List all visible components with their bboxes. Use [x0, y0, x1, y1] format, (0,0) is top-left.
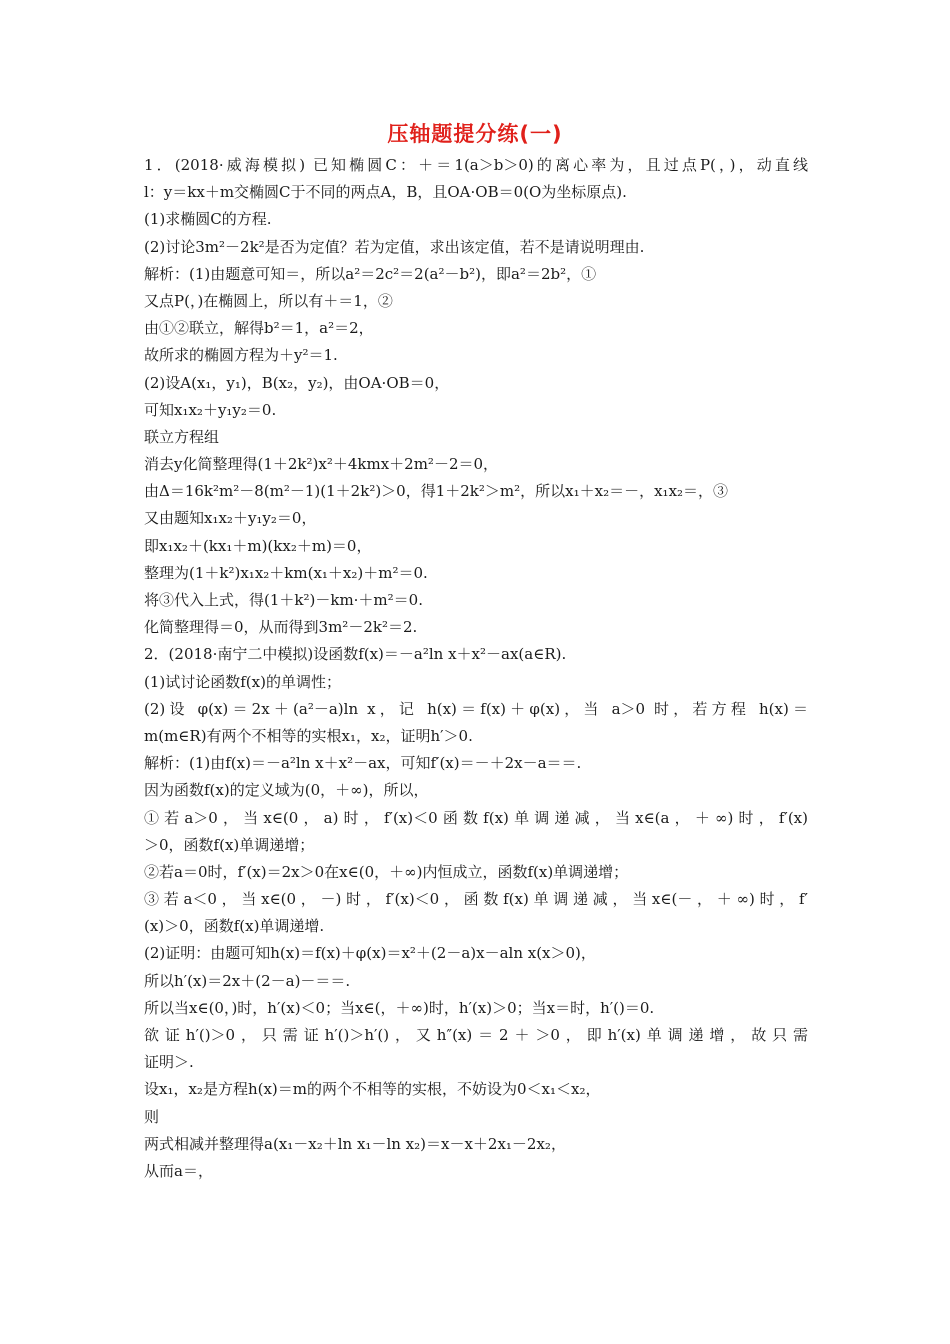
- text-line: ①若a＞0，当x∈(0，a)时，f′(x)＜0函数f(x)单调递减，当x∈(a，＋∞)时，f′(x): [144, 808, 808, 827]
- text-line: 证明＞.: [144, 1053, 194, 1072]
- text-line: m(m∈R)有两个不相等的实根x₁，x₂，证明h′＞0.: [144, 726, 473, 745]
- text-line: 由①②联立，解得b²＝1，a²＝2，: [144, 319, 374, 338]
- text-line: l：y＝kx＋m交椭圆C于不同的两点A，B，且OA·OB＝0(O为坐标原点).: [144, 183, 627, 202]
- text-line: 则: [144, 1107, 160, 1126]
- text-line: (x)＞0，函数f(x)单调递增.: [144, 917, 325, 936]
- text-line: ③若a＜0，当x∈(0，－)时，f′(x)＜0，函数f(x)单调递减，当x∈(－，＋∞)时，f′: [144, 890, 808, 909]
- text-line: (2)讨论3m²－2k²是否为定值？若为定值，求出该定值，若不是请说明理由.: [144, 237, 645, 256]
- text-line: 联立方程组: [144, 427, 220, 446]
- text-line: 所以当x∈(0，)时，h′(x)＜0；当x∈(，＋∞)时，h′(x)＞0；当x＝时，h′()＝0.: [144, 998, 655, 1017]
- text-line: 2．(2018·南宁二中模拟)设函数f(x)＝－a²ln x＋x²－ax(a∈R).: [144, 645, 567, 664]
- text-line: (2)证明：由题可知h(x)＝f(x)＋φ(x)＝x²＋(2－a)x－aln x(x＞0)，: [144, 944, 596, 963]
- text-line: 即x₁x₂＋(kx₁＋m)(kx₂＋m)＝0，: [144, 536, 372, 555]
- text-line: (1)试讨论函数f(x)的单调性；: [144, 672, 341, 691]
- text-line: 整理为(1＋k²)x₁x₂＋km(x₁＋x₂)＋m²＝0.: [144, 563, 428, 582]
- text-line: 将③代入上式，得(1＋k²)－km·＋m²＝0.: [144, 591, 423, 609]
- text-line: (2)设 φ(x)＝2x＋(a²－a)ln x，记 h(x)＝f(x)＋φ(x)，当 a＞0 时，若方程 h(x)＝: [144, 699, 808, 718]
- text-line: 欲证h′()＞0，只需证h′()＞h′()，又h″(x)＝2＋＞0，即h′(x)单调递增，故只需: [144, 1026, 808, 1044]
- text-line: 从而a＝，: [144, 1161, 213, 1180]
- text-line: 解析：(1)由题意可知＝，所以a²＝2c²＝2(a²－b²)，即a²＝2b²，①: [144, 264, 597, 283]
- text-line: 化简整理得＝0，从而得到3m²－2k²＝2.: [144, 618, 418, 637]
- text-line: 因为函数f(x)的定义域为(0，＋∞)，所以，: [144, 781, 429, 800]
- text-line: 1．(2018·威海模拟) 已知椭圆C：＋＝1(a＞b＞0)的离心率为，且过点P(，)，动直线: [144, 156, 808, 174]
- text-line: 设x₁，x₂是方程h(x)＝m的两个不相等的实根，不妨设为0＜x₁＜x₂，: [144, 1080, 601, 1099]
- text-line: 解析：(1)由f(x)＝－a²ln x＋x²－ax，可知f′(x)＝－＋2x－a＝＝.: [144, 754, 582, 773]
- document-body: [144, 152, 808, 1185]
- text-line: 两式相减并整理得a(x₁－x₂＋ln x₁－ln x₂)＝x－x＋2x₁－2x₂，: [144, 1134, 566, 1153]
- text-line: 可知x₁x₂＋y₁y₂＝0.: [144, 400, 277, 419]
- text-line: 故所求的椭圆方程为＋y²＝1.: [144, 346, 338, 365]
- text-line: 所以h′(x)＝2x＋(2－a)－＝＝.: [144, 971, 351, 990]
- text-line: 消去y化简整理得(1＋2k²)x²＋4kmx＋2m²－2＝0，: [144, 455, 499, 474]
- text-line: 由Δ＝16k²m²－8(m²－1)(1＋2k²)＞0，得1＋2k²＞m²，所以x₁＋x₂＝－，x₁x₂＝，③: [144, 482, 729, 501]
- text-line: (2)设A(x₁，y₁)，B(x₂，y₂)，由OA·OB＝0，: [144, 373, 450, 392]
- text-line: 又由题知x₁x₂＋y₁y₂＝0，: [144, 509, 317, 528]
- page-title: 压轴题提分练(一): [387, 122, 563, 146]
- text-line: ＞0，函数f(x)单调递增；: [144, 835, 315, 854]
- text-line: (1)求椭圆C的方程.: [144, 210, 272, 229]
- text-line: 又点P(，)在椭圆上，所以有＋＝1，②: [144, 291, 393, 310]
- text-line: ②若a＝0时，f′(x)＝2x＞0在x∈(0，＋∞)内恒成立，函数f(x)单调递增；: [144, 862, 629, 881]
